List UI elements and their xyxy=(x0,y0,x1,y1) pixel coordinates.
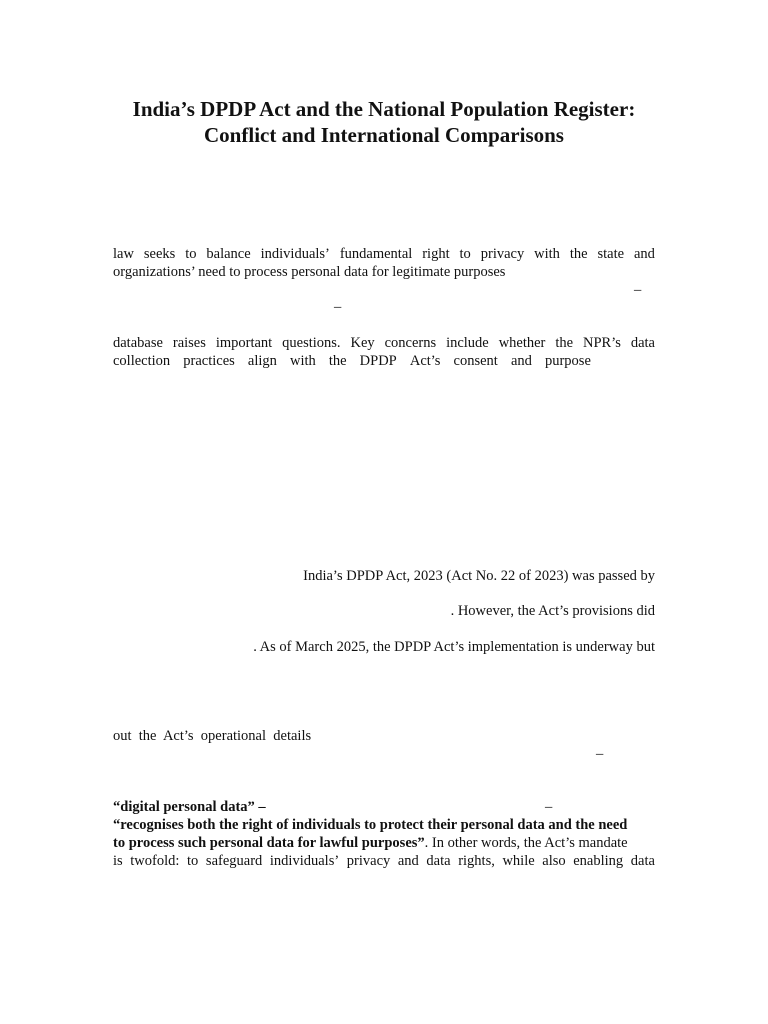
word: and xyxy=(397,853,419,869)
para3-line-3: . As of March 2025, the DPDP Act’s implementation is underway but xyxy=(253,639,655,655)
word: privacy xyxy=(346,853,391,869)
para1-line-2: organizations’ need to process personal data for legitimate purposes xyxy=(113,264,506,280)
word: to xyxy=(187,853,199,869)
para5-line-3-bold: to process such personal data for lawful purposes” xyxy=(113,835,425,851)
word: individuals’ xyxy=(260,246,330,262)
word: individuals’ xyxy=(269,853,340,869)
word: data xyxy=(426,853,451,869)
document-title-line-1: India’s DPDP Act and the National Population Register: xyxy=(132,97,636,121)
para5-line-3 xyxy=(113,834,655,852)
para4-line-1: out the Act’s operational details xyxy=(113,728,312,744)
para4-dash: – xyxy=(596,746,604,762)
word: to xyxy=(185,246,197,262)
para2-line-2 xyxy=(113,352,591,370)
word: and xyxy=(510,353,532,369)
word: the xyxy=(328,353,347,369)
para2-line-1 xyxy=(113,334,655,352)
word: concerns xyxy=(384,335,437,351)
word: privacy xyxy=(480,246,525,262)
para3-line-2: . However, the Act’s provisions did xyxy=(450,603,655,619)
word: law xyxy=(113,246,134,262)
word: twofold: xyxy=(130,853,180,869)
word: with xyxy=(534,246,560,262)
word: and xyxy=(633,246,655,262)
word: important xyxy=(215,335,273,351)
word: purpose xyxy=(544,353,591,369)
word: the xyxy=(569,246,588,262)
word: data xyxy=(630,853,655,869)
word: raises xyxy=(172,335,206,351)
word: NPR’s xyxy=(582,335,621,351)
word: with xyxy=(289,353,316,369)
word: balance xyxy=(206,246,251,262)
para5-line-3-rest: . In other words, the Act’s mandate xyxy=(424,835,628,851)
word: database xyxy=(113,335,163,351)
word: consent xyxy=(453,353,498,369)
word: practices xyxy=(183,353,235,369)
document-title-line-2: Conflict and International Comparisons xyxy=(204,123,564,147)
word: DPDP xyxy=(359,353,397,369)
para1-dash-b: – xyxy=(334,299,342,315)
word: collection xyxy=(113,353,171,369)
word: enabling xyxy=(573,853,624,869)
word: fundamental xyxy=(339,246,413,262)
word: align xyxy=(247,353,277,369)
word: rights, xyxy=(458,853,495,869)
word: data xyxy=(630,335,655,351)
para1-line-1 xyxy=(113,245,655,263)
word: questions. xyxy=(282,335,341,351)
para3-line-1: India’s DPDP Act, 2023 (Act No. 22 of 2023) was passed by xyxy=(303,568,655,584)
word: safeguard xyxy=(205,853,263,869)
para5-line-2: “recognises both the right of individuals to protect their personal data and the need xyxy=(113,817,628,833)
word: also xyxy=(542,853,566,869)
word: while xyxy=(502,853,535,869)
para5-line-1: “digital personal data” – xyxy=(113,799,266,815)
word: to xyxy=(459,246,471,262)
word: state xyxy=(597,246,625,262)
word: is xyxy=(113,853,123,869)
para5-dash: – xyxy=(545,799,553,815)
para1-dash-a: – xyxy=(634,282,642,298)
para5-line-4 xyxy=(113,852,655,870)
word: Key xyxy=(350,335,375,351)
word: include xyxy=(446,335,489,351)
word: seeks xyxy=(143,246,176,262)
word: whether xyxy=(498,335,546,351)
word: the xyxy=(555,335,574,351)
word: right xyxy=(422,246,450,262)
word: Act’s xyxy=(409,353,441,369)
